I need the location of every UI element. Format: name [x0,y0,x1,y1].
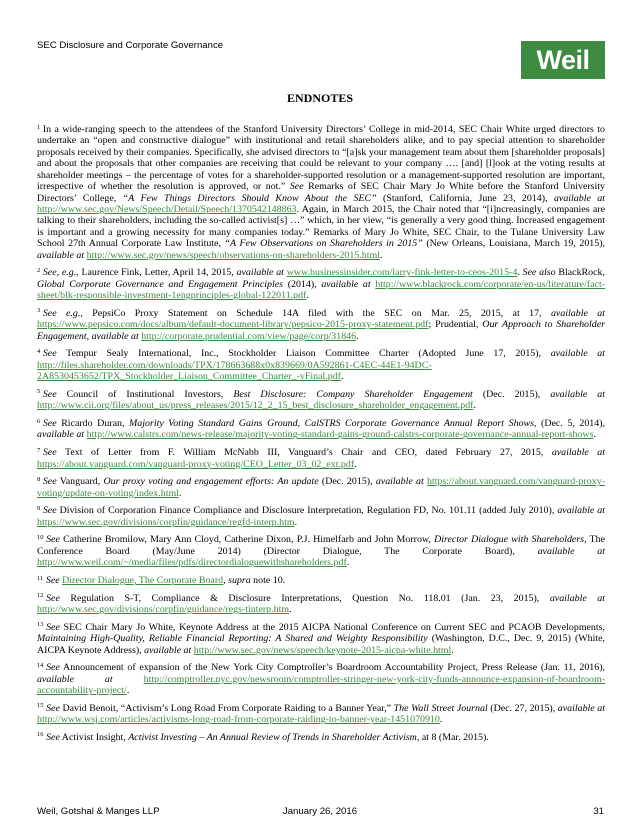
endnote-text: David Benoit, “Activism’s Long Road From Corporate Raiding to a Banner Year,” [59,702,394,714]
endnote-text: (Dec. 2015), [318,476,376,488]
endnote-link[interactable]: http://comptroller.nyc.gov/newsroom/comptroller-stringer-new-york-city-funds-announce-expansion-of-boardroom-accountability-project/ [37,673,605,697]
endnote-link[interactable]: http://www.sec.gov/news/speech/keynote-2015-aicpa-white.html [193,644,452,656]
endnote-italic-text: available at [144,644,194,656]
endnote-text: . [294,516,298,528]
endnote-link[interactable]: http://corporate.prudential.com/view/page/corp/31846 [141,330,357,342]
endnote-link[interactable]: http://www.sec.gov/News/Speech/Detail/Speech/1370542148863 [37,203,297,215]
endnote-italic-text: See [42,388,57,400]
endnote-italic-text: available at [37,249,87,261]
endnote-italic-text: See [45,575,63,586]
endnote-link[interactable]: http://www.wsj.com/articles/activisms-long-road-from-corporate-raiding-to-banner-year-1451070910 [37,714,440,726]
endnote [37,476,605,499]
endnote-text: note 10. [250,575,286,586]
endnote-italic-text: See [46,534,60,546]
endnote-italic-text: Majority Voting Standard Gains Ground, CalSTRS Corporate Governance Annual Report Shows [129,418,534,430]
endnote-text: (New Orleans, Louisiana, March 19, 2015), [422,238,606,250]
endnote [37,534,605,568]
endnote-text: Vanguard, [56,476,104,488]
endnote-number: 15 [37,702,44,710]
endnote-text: Laurence Fink, Letter, April 14, 2015, [78,267,237,279]
endnote-text: PepsiCo Proxy Statement on Schedule 14A filed with the SEC on Mar. 25, 2015, at 17, [82,307,551,319]
endnote-text: , [223,575,229,586]
endnote-italic-text: available at [37,429,87,441]
endnote-text: . [439,714,443,726]
endnote-italic-text: See [42,476,57,488]
endnote-italic-text: available at [549,592,606,604]
endnote-text: , The Conference Board (May/June 2014) (Director Dialogue, The Corporate Board), [37,534,605,557]
footer-date: January 26, 2016 [282,806,358,817]
endnote-italic-text: available at [37,673,144,685]
endnote-text: , at 8 (Mar. 2015). [416,731,489,743]
endnote-number: 5 [37,388,41,396]
endnote-italic-text: See [42,348,57,360]
endnote-italic-text: See [289,181,304,193]
endnote [37,703,605,726]
page-title: ENDNOTES [286,91,354,105]
endnote-text: ; Prudential, [428,319,483,331]
endnote-number: 7 [37,446,41,454]
endnote [37,308,605,342]
endnote-italic-text: “A Few Observations on Shareholders in 2015” [224,238,423,250]
endnote-italic-text: available at [537,545,605,557]
endnote-text: . [473,400,476,412]
endnotes-list [37,124,605,750]
endnote-text: . [340,371,344,383]
endnote-text: , [86,330,92,342]
endnote-text: (Washington, D.C., Dec. 9, 2015) (White, AICPA Keynote Address), [37,633,605,656]
endnote-italic-text: Global Corporate Governance and Engagement Principles [37,278,284,290]
endnote-number: 12 [37,592,44,600]
endnote-link[interactable]: http://www.calstrs.com/news-release/majority-voting-standard-gains-ground-calstrs-corporate-governance-annual-report-shows [86,429,594,441]
footer-firm-name: Weil, Gotshal & Manges LLP [37,806,160,817]
endnote-text: Catherine Bromilow, Mary Ann Cloyd, Catherine Dixon, P.J. Himelfarb and John Morrow, [59,534,435,546]
endnote-italic-text: See [42,447,57,459]
endnote-number: 9 [37,504,41,512]
endnote-number: 14 [37,661,44,669]
endnote-text: BlackRock, [555,267,605,279]
endnote-text: (Dec. 2015), [472,388,551,400]
endnote-number: 2 [37,266,41,274]
endnote [37,732,605,743]
endnote-italic-text: Our Approach to Shareholder Engagement [37,319,605,342]
endnote-number: 4 [37,347,41,355]
endnote [37,348,605,382]
endnote-italic-text: “A Few Things Directors Should Know About the SEC” [122,192,377,204]
endnote-italic-text: See, e.g., [42,267,79,279]
endnote-italic-text: See [46,662,60,674]
endnote-number: 8 [37,475,41,483]
endnote-number: 11 [37,574,44,582]
weil-logo: Weil [521,41,605,79]
endnote-italic-text: See [42,505,57,517]
endnote-text: . [289,604,292,616]
endnote-italic-text: See [46,702,60,714]
endnote-number: 10 [37,533,44,541]
endnote-link[interactable]: http://files.shareholder.com/downloads/TPX/178663688x0x839669/0A592861-C4EC-44E1-94DC-2A8530453652/TPX_Stockholder_Liaison_Committee_Charter_-vFinal.pdf [37,359,432,383]
endnote-text: (Stanford, California, June 23, 2014), [376,192,554,204]
endnote-link[interactable]: http://www.sec.gov/divisions/corpfin/guidance/regs-tinterp.htm [37,604,290,616]
endnote-text: . [178,487,182,499]
endnote-italic-text: See also [522,267,556,279]
endnote [37,593,605,616]
endnote-text: Tempur Sealy International, Inc., Stockholder Liaison Committee Charter (Adopted June 17, 2015), [56,348,551,360]
endnote-text: . [306,290,309,302]
endnote-text: (Dec. 27, 2015), [487,702,558,714]
endnote-text: Ricardo Duran, [56,418,130,430]
endnote-text: Remarks of SEC Chair Mary Jo White before the Stanford University Directors’ College, [37,181,605,204]
endnote-link[interactable]: http://www.sec.gov/news/speech/observations-on-shareholders-2015.html [86,249,380,261]
endnote-number: 6 [37,417,41,425]
endnote [37,389,605,412]
endnote-italic-text: available at [551,447,605,459]
endnote [37,505,605,528]
section-title: SEC Disclosure and Corporate Governance [37,40,224,51]
endnote-link[interactable]: www.businessinsider.com/larry-fink-letter-to-ceos-2015-4 [286,267,518,279]
endnote-italic-text: available at [550,388,605,400]
endnote-link[interactable]: https://about.vanguard.com/vanguard-proxy-voting/CEO_Letter_03_02_ext.pdf [37,458,355,470]
endnote [37,418,605,441]
endnote-italic-text: available at [553,192,606,204]
endnote-link[interactable]: https://www.sec.gov/divisions/corpfin/guidance/regfd-interp.htm [37,516,295,528]
endnote-italic-text: See [46,621,60,633]
endnote-link[interactable]: http://www.weil.com/~/media/files/pdfs/directordialoguewithshareholders.pdf [37,557,347,569]
endnote-italic-text: See [46,592,60,604]
endnote-italic-text: See [46,731,60,743]
endnote-italic-text: Director Dialogue with Shareholders [434,534,585,546]
endnote-link[interactable]: http://www.blackrock.com/corporate/en-us/literature/fact-sheet/blk-responsible-investment-1engprinciples-global-122011.pdf [37,278,605,302]
endnote [37,447,605,470]
endnote-italic-text: Activist Investing – An Annual Review of Trends in Shareholder Activism [128,731,417,743]
endnote-italic-text: See e.g., [42,307,83,319]
endnote-text: Announcement of expansion of the New York City Comptroller’s Boardroom Accountability Project, Press Release (Jan. 11, 2016), [59,662,605,674]
endnote-text: . [356,330,359,342]
endnote-text: . [379,249,383,261]
endnote-text: . [517,267,523,279]
endnote-link[interactable]: http://www.cii.org/files/about_us/press_releases/2015/12_2_15_best_disclosure_shareholder_engagement.pdf [37,400,474,412]
endnote-number: 1 [37,123,41,131]
endnote-number: 3 [37,307,41,315]
endnote-italic-text: available at [236,267,287,279]
endnote-text: . [354,458,357,470]
endnote-number: 13 [37,621,44,629]
endnote-text: Regulation S-T, Compliance & Disclosure Interpretations, Question No. 118.01 (Jan. 23, 2015), [59,592,550,604]
endnote [37,575,605,586]
endnote-italic-text: available at [557,505,605,517]
endnote-italic-text: Maintaining High-Quality, Reliable Financial Reporting: A Shared and Weighty Responsibility [37,633,428,645]
endnote-link[interactable]: https://www.pepsico.com/docs/album/default-document-library/pepsico-2015-proxy-statement.pdf [37,319,429,331]
endnote-link[interactable]: https://about.vanguard.com/vanguard-proxy-voting/update-on-voting/index.html [37,476,605,499]
endnote-text: . [451,644,454,656]
endnote-text: SEC Chair Mary Jo White, Keynote Address at the 2015 AICPA National Conference on Current SEC and PCAOB Developments, [59,621,605,633]
endnote-italic-text: available at [91,330,142,342]
endnote-text: . Again, in March 2015, the Chair noted that “[i]ncreasingly, companies are talking to their shareholders, including the so-called activist[s] …” which, in her view, “is generally a very good thing. Increased engagement is important and a growing necessity for many companies today.” Remarks of Mary Jo White, SEC Chair, to the Tulane University Law School 27th Annual Corporate Law Institute, [37,203,605,250]
endnote [37,662,605,696]
endnote-text: Council of Institutional Investors, [56,388,234,400]
endnote-italic-text: available at [550,307,606,319]
endnote-text: . [593,429,596,441]
endnote-text: (2014), [283,278,322,290]
endnote-text: Activist Insight, [59,731,129,743]
endnote-text: In a wide-ranging speech to the attendees of the Stanford University Directors’ College in mid-2014, SEC Chair White urged directors to undertake an “open and constructive dialogue” with institutional and retail shareholders alike, and to pay special attention to shareholder proposals received by their companies. Specifically, she advised directors to “[a]sk your management team about them [shareholder proposals] and about the proposals that other companies are receiving that could be relevant to your company …. [and] [l]ook at the voting results at shareholder meetings – the percentage of votes for a shareholder-supported resolution or a management-supported resolution are important, irrespective of whether the resolution is approved, or not.” [37,124,605,193]
endnote-text: . [346,557,350,569]
endnote-text: , (Dec. 5, 2014), [533,418,605,430]
endnote-italic-text: available at [321,278,376,290]
endnote-italic-text: The Wall Street Journal [393,702,488,714]
endnote-italic-text: Our proxy voting and engagement efforts: An update [103,476,319,488]
endnote-italic-text: available at [557,702,605,714]
endnote-text: . [126,685,130,697]
endnote [37,267,605,301]
endnote [37,622,605,656]
endnote-italic-text: supra [228,575,251,586]
endnote-text: Text of Letter from F. William McNabb III, Vanguard’s Chair and CEO, dated February 27, 2015, [56,447,552,459]
endnote-italic-text: See [42,418,57,430]
endnote [37,124,605,261]
endnote-italic-text: Best Disclosure: Company Shareholder Engagement [233,388,473,400]
endnote-italic-text: available at [550,348,605,360]
endnote-text: Division of Corporation Finance Compliance and Disclosure Interpretation, Regulation FD, No. 101.11 (added July 2010), [56,505,558,517]
endnote-italic-text: available at [375,476,427,488]
page-number: 31 [593,806,604,817]
endnote-link[interactable]: Director Dialogue, The Corporate Board [62,575,224,586]
endnote-number: 16 [37,731,44,739]
